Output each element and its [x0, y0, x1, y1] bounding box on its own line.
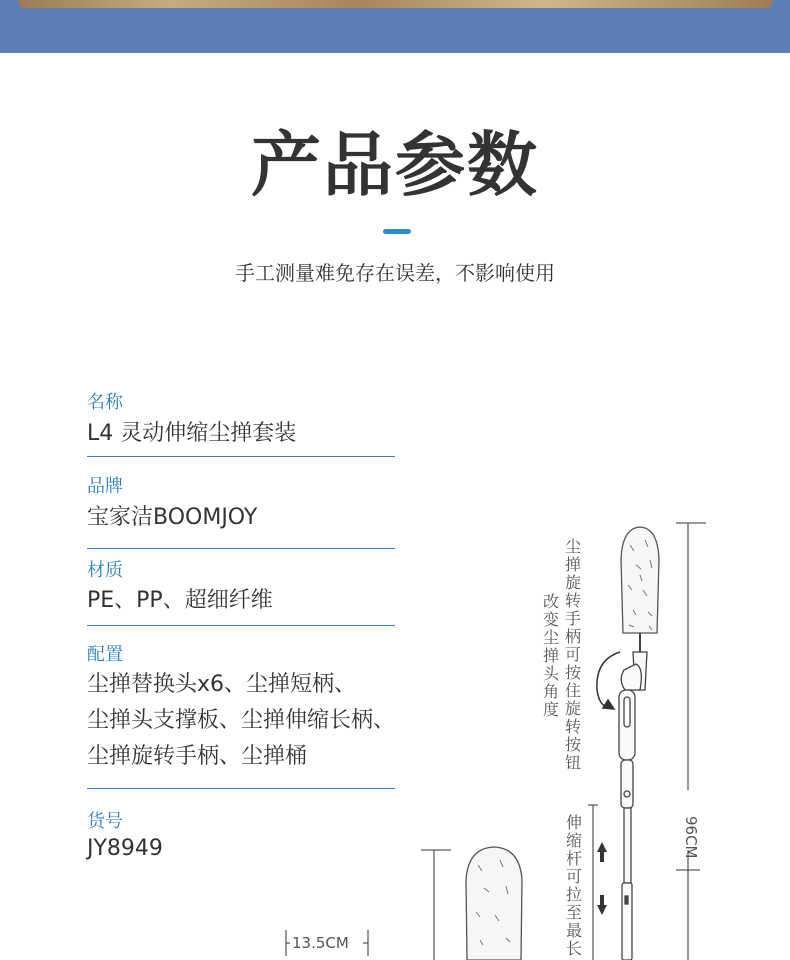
spec-value-brand: 宝家洁BOOMJOY — [87, 505, 258, 530]
length-label: 96CM — [682, 816, 700, 859]
spec-value-name: L4 灵动伸缩尘掸套装 — [87, 421, 297, 446]
rotation-arrow-icon — [597, 652, 620, 709]
short-duster-head-icon — [466, 847, 522, 960]
extend-arrows-icon — [588, 805, 607, 960]
spec-label-brand: 品牌 — [87, 476, 123, 497]
telescopic-pole-icon — [619, 633, 647, 960]
spec-label-config: 配置 — [87, 644, 123, 665]
telescopic-note: 伸缩杆可拉至最长 — [565, 813, 582, 958]
angle-change-note: 改变尘掸头角度 — [542, 592, 559, 719]
short-length-label: 13.5CM — [292, 934, 349, 952]
rotate-handle-note: 尘掸旋转手柄可按住旋转按钮 — [564, 537, 581, 772]
spec-value-sku: JY8949 — [87, 836, 163, 861]
page-title: 产品参数 — [251, 124, 539, 206]
spec-value-config-line-3: 尘掸旋转手柄、尘掸桶 — [87, 744, 308, 769]
spec-label-name: 名称 — [87, 392, 123, 413]
spec-label-material: 材质 — [87, 560, 123, 581]
length-dimension-line — [676, 523, 706, 960]
spec-value-config-line-2: 尘掸头支撑板、尘掸伸缩长柄、 — [87, 708, 396, 733]
spec-value-config-line-1: 尘掸替换头x6、尘掸短柄、 — [87, 672, 357, 697]
spec-label-sku: 货号 — [87, 811, 123, 832]
spec-value-material: PE、PP、超细纤维 — [87, 588, 273, 613]
page-subtitle: 手工测量难免存在误差，不影响使用 — [235, 261, 555, 285]
duster-head-icon — [621, 527, 659, 633]
